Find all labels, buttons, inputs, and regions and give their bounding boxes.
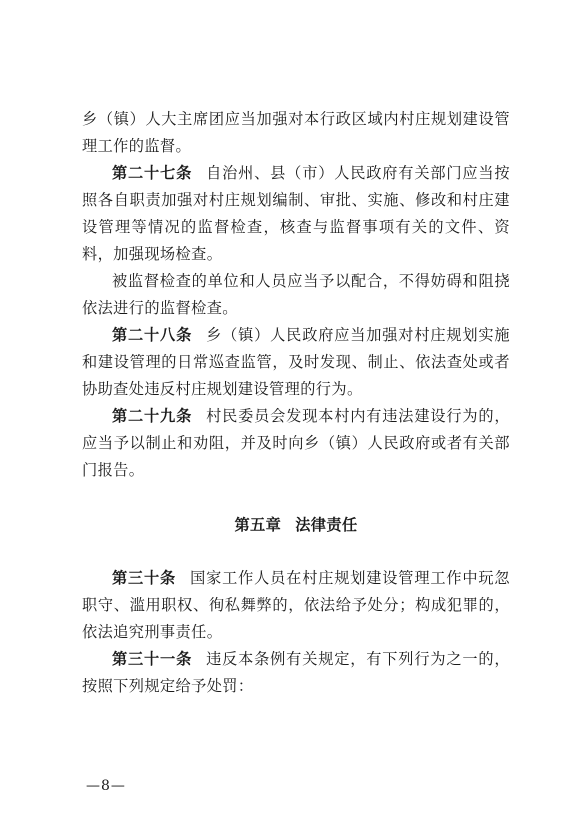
paragraph-cooperation — [82, 268, 510, 322]
chapter-number: 第五章 — [234, 516, 282, 534]
page-number: —8— — [86, 778, 126, 794]
article-text: 国家工作人员在村庄规划建设管理工作中玩忽职守、滥用职权、徇私舞弊的，依法给予处分；构成犯罪的，依法追究刑事责任。 — [82, 569, 510, 641]
chapter-title: 法律责任 — [295, 516, 358, 534]
article-number: 第三十一条 — [112, 650, 193, 668]
paragraph-text: 被监督检查的单位和人员应当予以配合，不得妨碍和阻挠依法进行的监督检查。 — [82, 272, 510, 317]
article-number: 第二十八条 — [112, 326, 193, 344]
article-text: 乡（镇）人民政府应当加强对村庄规划实施和建设管理的日常巡查监管，及时发现、制止、依法查处或者协助查处违反村庄规划建设管理的行为。 — [82, 326, 510, 398]
article-number: 第二十七条 — [112, 164, 193, 182]
article-27 — [82, 160, 510, 268]
article-number: 第二十九条 — [112, 407, 193, 425]
paragraph-text: 乡（镇）人大主席团应当加强对本行政区域内村庄规划建设管理工作的监督。 — [82, 110, 510, 155]
body-text — [82, 106, 510, 700]
article-29 — [82, 403, 510, 484]
article-31 — [82, 646, 510, 700]
article-text: 自治州、县（市）人民政府有关部门应当按照各自职责加强对村庄规划编制、审批、实施、修改和村庄建设管理等情况的监督检查，核查与监督事项有关的文件、资料，加强现场检查。 — [82, 164, 510, 263]
article-28 — [82, 322, 510, 403]
chapter-heading — [82, 512, 510, 539]
paragraph-supervision-continued — [82, 106, 510, 160]
article-text: 村民委员会发现本村内有违法建设行为的，应当予以制止和劝阻，并及时向乡（镇）人民政府或者有关部门报告。 — [82, 407, 510, 479]
article-text: 违反本条例有关规定，有下列行为之一的，按照下列规定给予处罚： — [82, 650, 510, 695]
article-number: 第三十条 — [112, 569, 177, 587]
article-30 — [82, 565, 510, 646]
